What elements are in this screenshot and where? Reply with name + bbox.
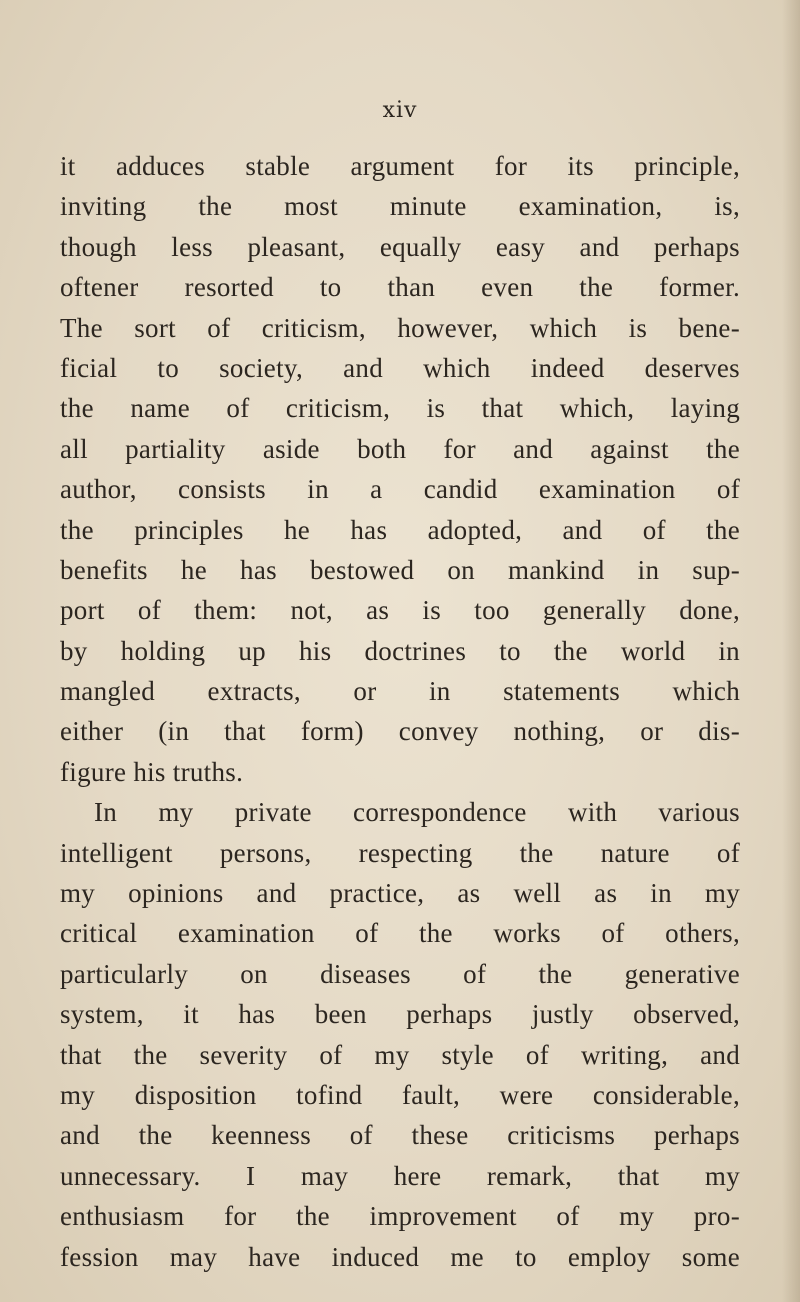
text-line: particularly on diseases of the generative bbox=[60, 958, 740, 989]
text-line: ficial to society, and which indeed deserves bbox=[60, 352, 740, 383]
paragraph-end-line: figure his truths. bbox=[60, 756, 244, 787]
text-line: my opinions and practice, as well as in my bbox=[60, 878, 740, 909]
paragraph-start-line: In my private correspondence with various bbox=[94, 797, 740, 828]
text-line: critical examination of the works of others, bbox=[60, 918, 740, 949]
text-line: inviting the most minute examination, is, bbox=[60, 191, 740, 222]
page-edge-shadow bbox=[782, 0, 800, 1302]
text-line: my disposition tofind fault, were considerable, bbox=[60, 1079, 740, 1110]
text-line: it adduces stable argument for its principle, bbox=[60, 151, 740, 181]
text-line: either (in that form) convey nothing, or dis- bbox=[60, 716, 740, 747]
body-text bbox=[60, 146, 740, 1277]
text-line: all partiality aside both for and against the bbox=[60, 433, 740, 464]
text-line: that the severity of my style of writing, and bbox=[60, 1039, 740, 1070]
text-line: enthusiasm for the improvement of my pro- bbox=[60, 1201, 740, 1232]
text-line: unnecessary. I may here remark, that my bbox=[60, 1160, 740, 1191]
text-line: benefits he has bestowed on mankind in sup- bbox=[60, 554, 740, 585]
text-line: system, it has been perhaps justly observed, bbox=[60, 999, 740, 1030]
text-line: author, consists in a candid examination of bbox=[60, 474, 740, 505]
text-line: mangled extracts, or in statements which bbox=[60, 676, 740, 707]
text-line: The sort of criticism, however, which is bene- bbox=[60, 312, 740, 343]
text-line: oftener resorted to than even the former. bbox=[60, 272, 740, 303]
text-line: intelligent persons, respecting the nature of bbox=[60, 837, 740, 868]
text-line: the principles he has adopted, and of the bbox=[60, 514, 740, 545]
text-line: the name of criticism, is that which, laying bbox=[60, 393, 740, 424]
text-line: and the keenness of these criticisms perhaps bbox=[60, 1120, 740, 1151]
text-line: fession may have induced me to employ some bbox=[60, 1241, 740, 1272]
text-line: by holding up his doctrines to the world in bbox=[60, 635, 740, 666]
text-line: though less pleasant, equally easy and perhaps bbox=[60, 231, 740, 262]
page-number: xiv bbox=[382, 98, 418, 123]
text-line: port of them: not, as is too generally done, bbox=[60, 595, 740, 626]
